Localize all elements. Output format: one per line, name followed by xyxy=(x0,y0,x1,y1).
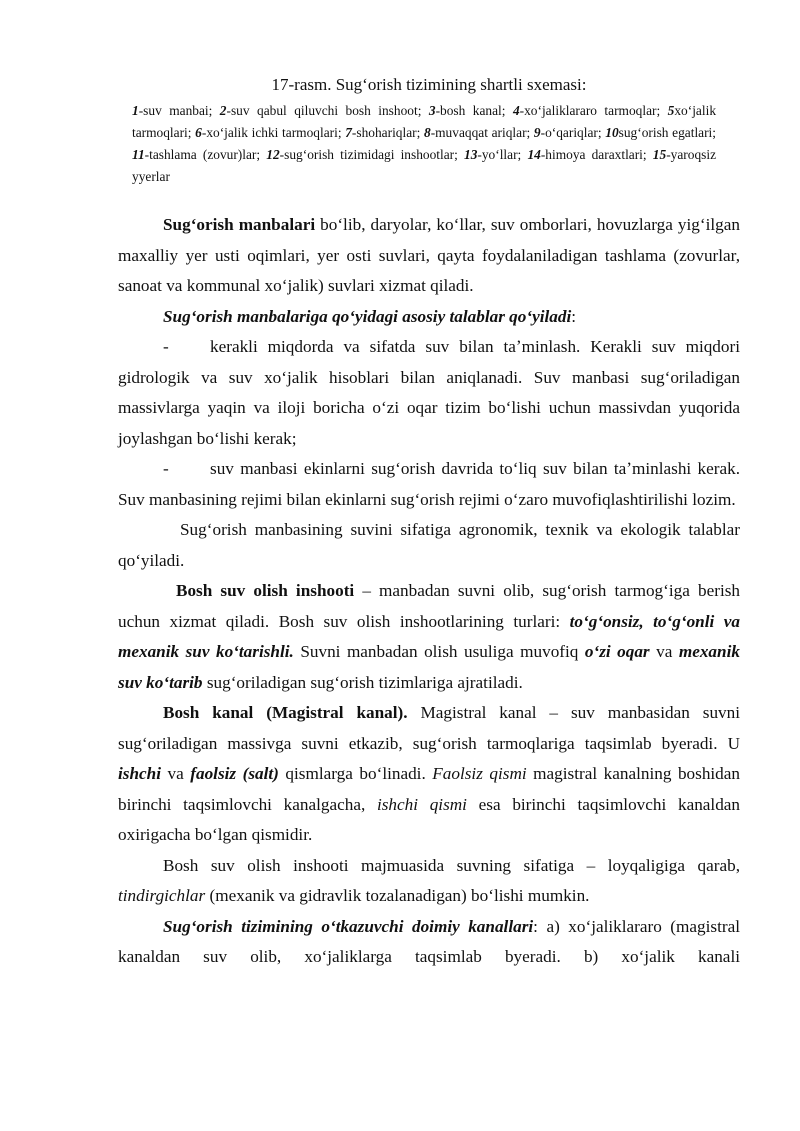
term-irrigation-sources: Sugʻorish manbalari xyxy=(163,215,316,234)
legend-item: 4-xoʻjaliklararo tarmoqlar; xyxy=(512,103,668,118)
list-item-regime: - suv manbasi ekinlarni sugʻorish davrida toʻliq suv bilan taʼminlashi kerak. Suv manbasining rejimi bilan ekinlarni sugʻorish rejimi oʻzaro muvofiqlashtirilishi lozim. xyxy=(118,454,740,515)
legend-item: 1-suv manbai; xyxy=(132,103,220,118)
legend-item: 14-himoya daraxtlari; xyxy=(527,147,653,162)
paragraph-main-canal: Bosh kanal (Magistral kanal). Magistral kanal – suv manbasidan suvni sugʻoriladigan massivga suvni etkazib, sugʻorish tarmoqlariga taqsimlab byeradi. U ishchi va faolsiz (salt) qismlarga boʻlinadi. Faolsiz qismi magistral kanalning boshidan birinchi taqsimlovchi kanalgacha, ishchi qismi esa birinchi taqsimlovchi kanaldan oxirigacha boʻlgan qismidir. xyxy=(118,703,741,844)
legend-item: 6-xoʻjalik ichki tarmoqlari; xyxy=(195,125,346,140)
paragraph-water-sources: Sugʻorish manbalari boʻlib, daryolar, koʻllar, suv omborlari, hovuzlarga yigʻilgan maxalliy yer usti oqimlari, yer osti suvlari, qayta foydalaniladigan tashlama (zovurlar, sanoat va kommunal xoʻjalik) suvlari xizmat qiladi. xyxy=(118,215,740,295)
list-item-quantity: - kerakli miqdorda va sifatda suv bilan taʼminlash. Kerakli suv miqdori gidrologik va suv xoʻjalik hisoblari bilan aniqlanadi. Suv manbasi sugʻoriladigan massivlarga yaqin va iloji boricha oʻzi oqar tizim boʻlishi uchun massivdan yuqorida joylashgan boʻlishi kerak; xyxy=(118,332,740,454)
figure-legend xyxy=(132,100,716,188)
paragraph-headworks: Bosh suv olish inshooti – manbadan suvni olib, sugʻorish tarmogʻiga berish uchun xizmat qiladi. Bosh suv olish inshootlarining turlari: toʻgʻonsiz, toʻgʻonli va mexanik suv koʻtarishli. Suvni manbadan olish usuliga muvofiq oʻzi oqar va mexanik suv koʻtarib sugʻoriladigan sugʻorish tizimlariga ajratiladi. xyxy=(118,581,740,692)
body-text xyxy=(118,210,740,973)
legend-item: 5xoʻjalik tarmoqlari; xyxy=(132,103,717,140)
legend-item: 13-yoʻllar; xyxy=(464,147,528,162)
legend-item: 2-suv qabul qiluvchi bosh inshoot; xyxy=(219,103,429,118)
term-main-canal: Bosh kanal (Magistral kanal). xyxy=(163,703,408,722)
paragraph-water-quality: Sugʻorish manbasining suvini sifatiga agronomik, texnik va ekologik talablar qoʻyiladi. xyxy=(118,520,740,570)
requirements-heading: Sugʻorish manbalariga qoʻyidagi asosiy talablar qoʻyiladi xyxy=(163,306,572,326)
legend-item: 7-shohariqlar; xyxy=(345,125,424,140)
dash-marker: - xyxy=(163,337,169,356)
legend-item: 3-bosh kanal; xyxy=(428,103,513,118)
paragraph-permanent-canals: Sugʻorish tizimining oʻtkazuvchi doimiy kanallari: a) xoʻjaliklararo (magistral kanaldan suv olib, xoʻjaliklarga taqsimlab byeradi. b) xoʻjalik kanali xyxy=(118,916,740,966)
legend-item: 12-sugʻorish tizimidagi inshootlar; xyxy=(266,147,465,162)
figure-caption: 17-rasm. Sugʻorish tizimining shartli sxemasi: xyxy=(271,75,587,94)
legend-item: 10sugʻorish egatlari; xyxy=(605,125,717,140)
dash-marker: - xyxy=(163,459,169,478)
term-permanent-canals: Sugʻorish tizimining oʻtkazuvchi doimiy kanallari xyxy=(163,916,534,936)
paragraph-requirements-heading: Sugʻorish manbalariga qoʻyidagi asosiy talablar qoʻyiladi: xyxy=(163,306,577,326)
legend-item: 11-tashlama (zovur)lar; xyxy=(132,147,267,162)
legend-item: 9-oʻqariqlar; xyxy=(533,125,606,140)
paragraph-settling-basins: Bosh suv olish inshooti majmuasida suvning sifatiga – loyqaligiga qarab, tindirgichlar (mexanik va gidravlik tozalanadigan) boʻlishi mumkin. xyxy=(118,855,740,905)
legend-item: 8-muvaqqat ariqlar; xyxy=(423,125,534,140)
term-headworks: Bosh suv olish inshooti xyxy=(176,581,355,600)
legend-item: 15-yaroqsiz yyerlar xyxy=(132,147,717,184)
